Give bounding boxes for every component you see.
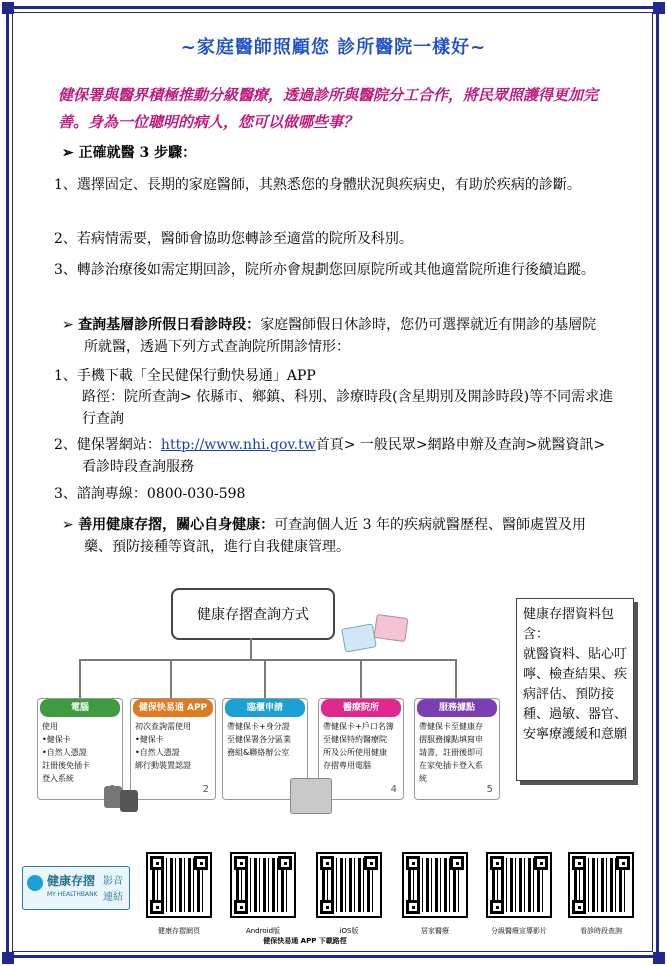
card-line: 至健保特約醫療院 — [323, 735, 387, 744]
qr-code-icon[interactable] — [230, 852, 296, 918]
corner-ornament — [2, 952, 14, 964]
query-method-card — [37, 698, 123, 800]
card-line: 至健保署各分區業 — [227, 735, 291, 744]
qr-label: 分級醫療宣導影片 — [491, 927, 547, 935]
qr-code-icon[interactable] — [316, 852, 382, 918]
card-line: •健保卡 — [42, 735, 71, 744]
diagram-main-box: 健康存摺查詢方式 — [171, 588, 335, 640]
health-bank-data-note: 健康存摺資料包含： 就醫資料、貼心叮嚀、檢查結果、疾病評估、預防接種、過敏、器官、安寧療護緩和意願 — [516, 598, 634, 781]
card-number: 5 — [486, 784, 493, 795]
qr-caption: 健保快易通 APP 下載路徑 — [263, 937, 347, 945]
card-line: 摺服務據點填寫申 — [419, 735, 483, 744]
card-header: 臨櫃申請 — [225, 699, 305, 717]
list-item: 3、諮詢專線：0800-030-598 — [54, 486, 246, 502]
card-line: 統 — [419, 774, 427, 783]
card-line: •健保卡 — [135, 735, 164, 744]
corner-ornament — [653, 2, 665, 14]
connector-line — [79, 659, 457, 661]
card-line: 使用 — [42, 722, 58, 731]
card-line: 帶健保卡至健康存 — [419, 722, 483, 731]
page-title: ~家庭醫師照顧您 診所醫院一樣好~ — [180, 37, 487, 58]
card-line: 請書，註冊後即可 — [419, 748, 483, 757]
section-paragraph: ➢ 查詢基層診所假日看診時段：家庭醫師假日休診時，您仍可選擇就近有開診的基層院所就醫，透過下列方式查詢院所開診情形： — [62, 317, 597, 355]
card-header: 服務據點 — [417, 699, 497, 717]
qr-code-icon[interactable] — [402, 852, 468, 918]
corner-ornament — [2, 2, 14, 14]
card-line: 存摺專用電腦 — [323, 761, 371, 770]
phone-icon — [120, 790, 138, 812]
corner-ornament — [653, 952, 665, 964]
card-line: •自然人憑證 — [42, 748, 87, 757]
health-bank-logo[interactable]: 健康存摺 MY HEALTHBANK 影音 連結 — [22, 866, 130, 910]
card-line: 註冊後免插卡 — [42, 761, 90, 770]
card-line: 初次查詢需使用 — [135, 722, 191, 731]
section-paragraph: ➢ 善用健康存摺，關心自身健康：可查詢個人近 3 年的疾病就醫歷程、醫師處置及用藥、預防接種等資訊，進行自我健康管理。 — [62, 517, 586, 555]
list-item: 1、手機下載「全民健保行動快易通」APP — [54, 368, 316, 384]
card-number: 2 — [202, 784, 209, 795]
card-line: 在家免插卡登入系 — [419, 761, 483, 770]
qr-label: 居家醫療 — [421, 927, 449, 935]
card-image-icon — [373, 614, 408, 642]
query-method-card — [414, 698, 500, 800]
intro-text: 健保署與醫界積極推動分級醫療，透過診所與醫院分工合作，將民眾照護得更加完善。身為一位聰明的病人，您可以做哪些事？ — [58, 86, 599, 131]
card-body — [131, 717, 215, 796]
card-number: 4 — [390, 784, 397, 795]
qr-label: 看診時段查詢 — [580, 927, 622, 935]
section-heading: ➢ 正確就醫 3 步驟： — [62, 145, 197, 161]
card-line: 帶健保卡+戶口名簿 — [323, 722, 394, 731]
query-method-card — [130, 698, 216, 800]
qr-label: 健康存摺網頁 — [158, 927, 200, 935]
list-item: 2、若病情需要，醫師會協助您轉診至適當的院所及科別。 — [54, 231, 413, 247]
arrow-bullet-icon: ➢ — [62, 517, 79, 533]
list-item-detail: 路徑：院所查詢> 依縣市、鄉鎮、科別、診療時段(含星期別及開診時段)等不同需求進行查詢 — [82, 389, 614, 427]
card-line: 帶健保卡+身分證 — [227, 722, 290, 731]
card-line: 綁行動裝置認證 — [135, 761, 191, 770]
card-body — [415, 717, 499, 796]
card-header: 健保快易通 APP — [133, 699, 213, 717]
list-item: 2、健保署網站：http://www.nhi.gov.tw首頁> 一般民眾>網路申辦及查詢>就醫資訊>看診時段查詢服務 — [54, 437, 606, 475]
logo-h-icon — [27, 875, 43, 891]
card-header: 醫療院所 — [321, 699, 401, 717]
qr-label: Android版 — [245, 927, 281, 935]
card-line: 登入系統 — [42, 774, 74, 783]
connector-line — [264, 659, 266, 699]
card-header: 電腦 — [40, 699, 120, 717]
card-body — [38, 717, 122, 796]
connector-line — [170, 659, 172, 699]
hospital-building-icon — [290, 778, 332, 814]
qr-code-icon[interactable] — [146, 852, 212, 918]
nhi-website-link[interactable]: http://www.nhi.gov.tw — [160, 437, 316, 453]
qr-code-icon[interactable] — [568, 852, 634, 918]
connector-line — [360, 659, 362, 699]
qr-code-icon[interactable] — [486, 852, 552, 918]
connector-line — [250, 638, 252, 660]
card-line: •自然人憑證 — [135, 748, 180, 757]
arrow-bullet-icon: ➢ — [62, 145, 74, 161]
list-item: 1、選擇固定、長期的家庭醫師，其熟悉您的身體狀況與疾病史，有助於疾病的診斷。 — [54, 177, 581, 193]
list-item: 3、轉診治療後如需定期回診，院所亦會規劃您回原院所或其他適當院所進行後續追蹤。 — [54, 262, 595, 278]
connector-line — [79, 659, 81, 699]
card-line: 務組&聯絡辦公室 — [227, 748, 290, 757]
card-line: 所及公所使用健康 — [323, 748, 387, 757]
arrow-bullet-icon: ➢ — [62, 317, 79, 333]
connector-line — [455, 659, 457, 699]
qr-label: iOS版 — [339, 927, 359, 935]
